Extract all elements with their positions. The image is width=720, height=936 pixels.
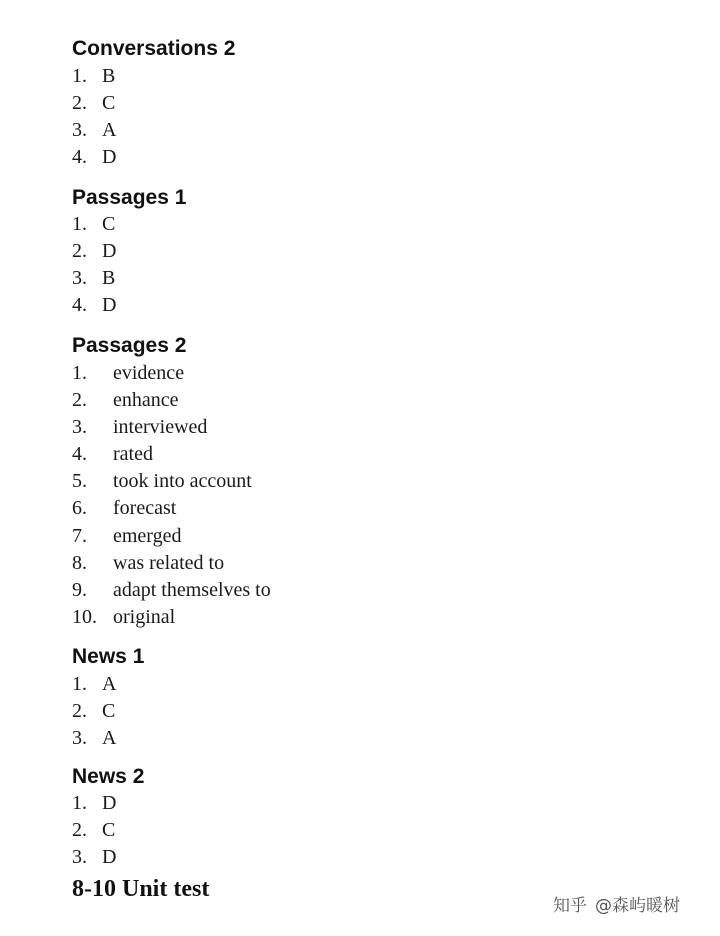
answer-item — [72, 91, 115, 115]
answer-item — [72, 145, 116, 169]
zhihu-watermark — [553, 895, 680, 917]
answer-item — [72, 578, 271, 602]
answer-item — [72, 726, 116, 750]
item-answer: interviewed — [113, 416, 208, 438]
answer-item — [72, 388, 179, 412]
item-number: 4. — [72, 146, 87, 168]
answer-item — [72, 605, 175, 629]
answer-item — [72, 293, 116, 317]
item-answer: took into account — [113, 470, 252, 492]
item-number: 1. — [72, 362, 87, 384]
item-number: 1. — [72, 673, 87, 695]
item-answer: B — [102, 65, 116, 87]
item-number: 4. — [72, 443, 87, 465]
item-number: 9. — [72, 579, 87, 601]
item-number: 8. — [72, 552, 87, 574]
item-answer: D — [102, 294, 117, 316]
item-number: 2. — [72, 92, 87, 114]
item-answer: D — [102, 240, 117, 262]
section-heading-passages-2: Passages 2 — [72, 334, 187, 357]
section-heading-passages-1: Passages 1 — [72, 186, 187, 209]
item-answer: A — [102, 673, 117, 695]
item-answer: C — [102, 213, 116, 235]
item-number: 1. — [72, 65, 87, 87]
item-answer: original — [113, 606, 176, 628]
item-answer: D — [102, 846, 117, 868]
item-answer: evidence — [113, 362, 185, 384]
item-number: 1. — [72, 792, 87, 814]
answer-item — [72, 524, 182, 548]
item-answer: B — [102, 267, 116, 289]
item-number: 7. — [72, 525, 87, 547]
item-number: 2. — [72, 240, 87, 262]
item-number: 2. — [72, 819, 87, 841]
answer-item — [72, 699, 115, 723]
answer-item — [72, 672, 116, 696]
item-number: 3. — [72, 846, 87, 868]
item-number: 2. — [72, 389, 87, 411]
answer-item — [72, 469, 252, 493]
item-number: 3. — [72, 267, 87, 289]
item-number: 6. — [72, 497, 87, 519]
item-answer: adapt themselves to — [113, 579, 271, 601]
answer-item — [72, 239, 116, 263]
item-number: 2. — [72, 700, 87, 722]
section-heading-news-2: News 2 — [72, 765, 145, 788]
answer-item — [72, 118, 116, 142]
item-answer: C — [102, 700, 116, 722]
answer-item — [72, 64, 115, 88]
item-answer: was related to — [113, 552, 225, 574]
section-heading-conversations-2: Conversations 2 — [72, 37, 236, 60]
section-heading-news-1: News 1 — [72, 645, 145, 668]
unit-test-title: 8-10 Unit test — [72, 876, 210, 902]
answer-item — [72, 551, 224, 575]
item-number: 4. — [72, 294, 87, 316]
answer-item — [72, 442, 153, 466]
answer-item — [72, 415, 207, 439]
item-number: 3. — [72, 119, 87, 141]
answer-item — [72, 845, 116, 869]
watermark-author: @森屿暖树 — [595, 896, 680, 916]
item-number: 3. — [72, 727, 87, 749]
item-answer: C — [102, 819, 116, 841]
item-answer: emerged — [113, 525, 182, 547]
answer-item — [72, 212, 115, 236]
answer-item — [72, 791, 116, 815]
answer-item — [72, 818, 115, 842]
item-answer: D — [102, 792, 117, 814]
item-number: 3. — [72, 416, 87, 438]
item-answer: D — [102, 146, 117, 168]
answer-item — [72, 361, 184, 385]
item-number: 5. — [72, 470, 87, 492]
answer-item — [72, 266, 115, 290]
item-answer: enhance — [113, 389, 179, 411]
item-answer: C — [102, 92, 116, 114]
item-answer: A — [102, 727, 117, 749]
item-number: 1. — [72, 213, 87, 235]
item-answer: rated — [113, 443, 153, 465]
answer-item — [72, 496, 176, 520]
zhihu-logo-text: 知乎 — [553, 896, 587, 916]
item-number: 10. — [72, 606, 97, 628]
item-answer: A — [102, 119, 117, 141]
item-answer: forecast — [113, 497, 177, 519]
